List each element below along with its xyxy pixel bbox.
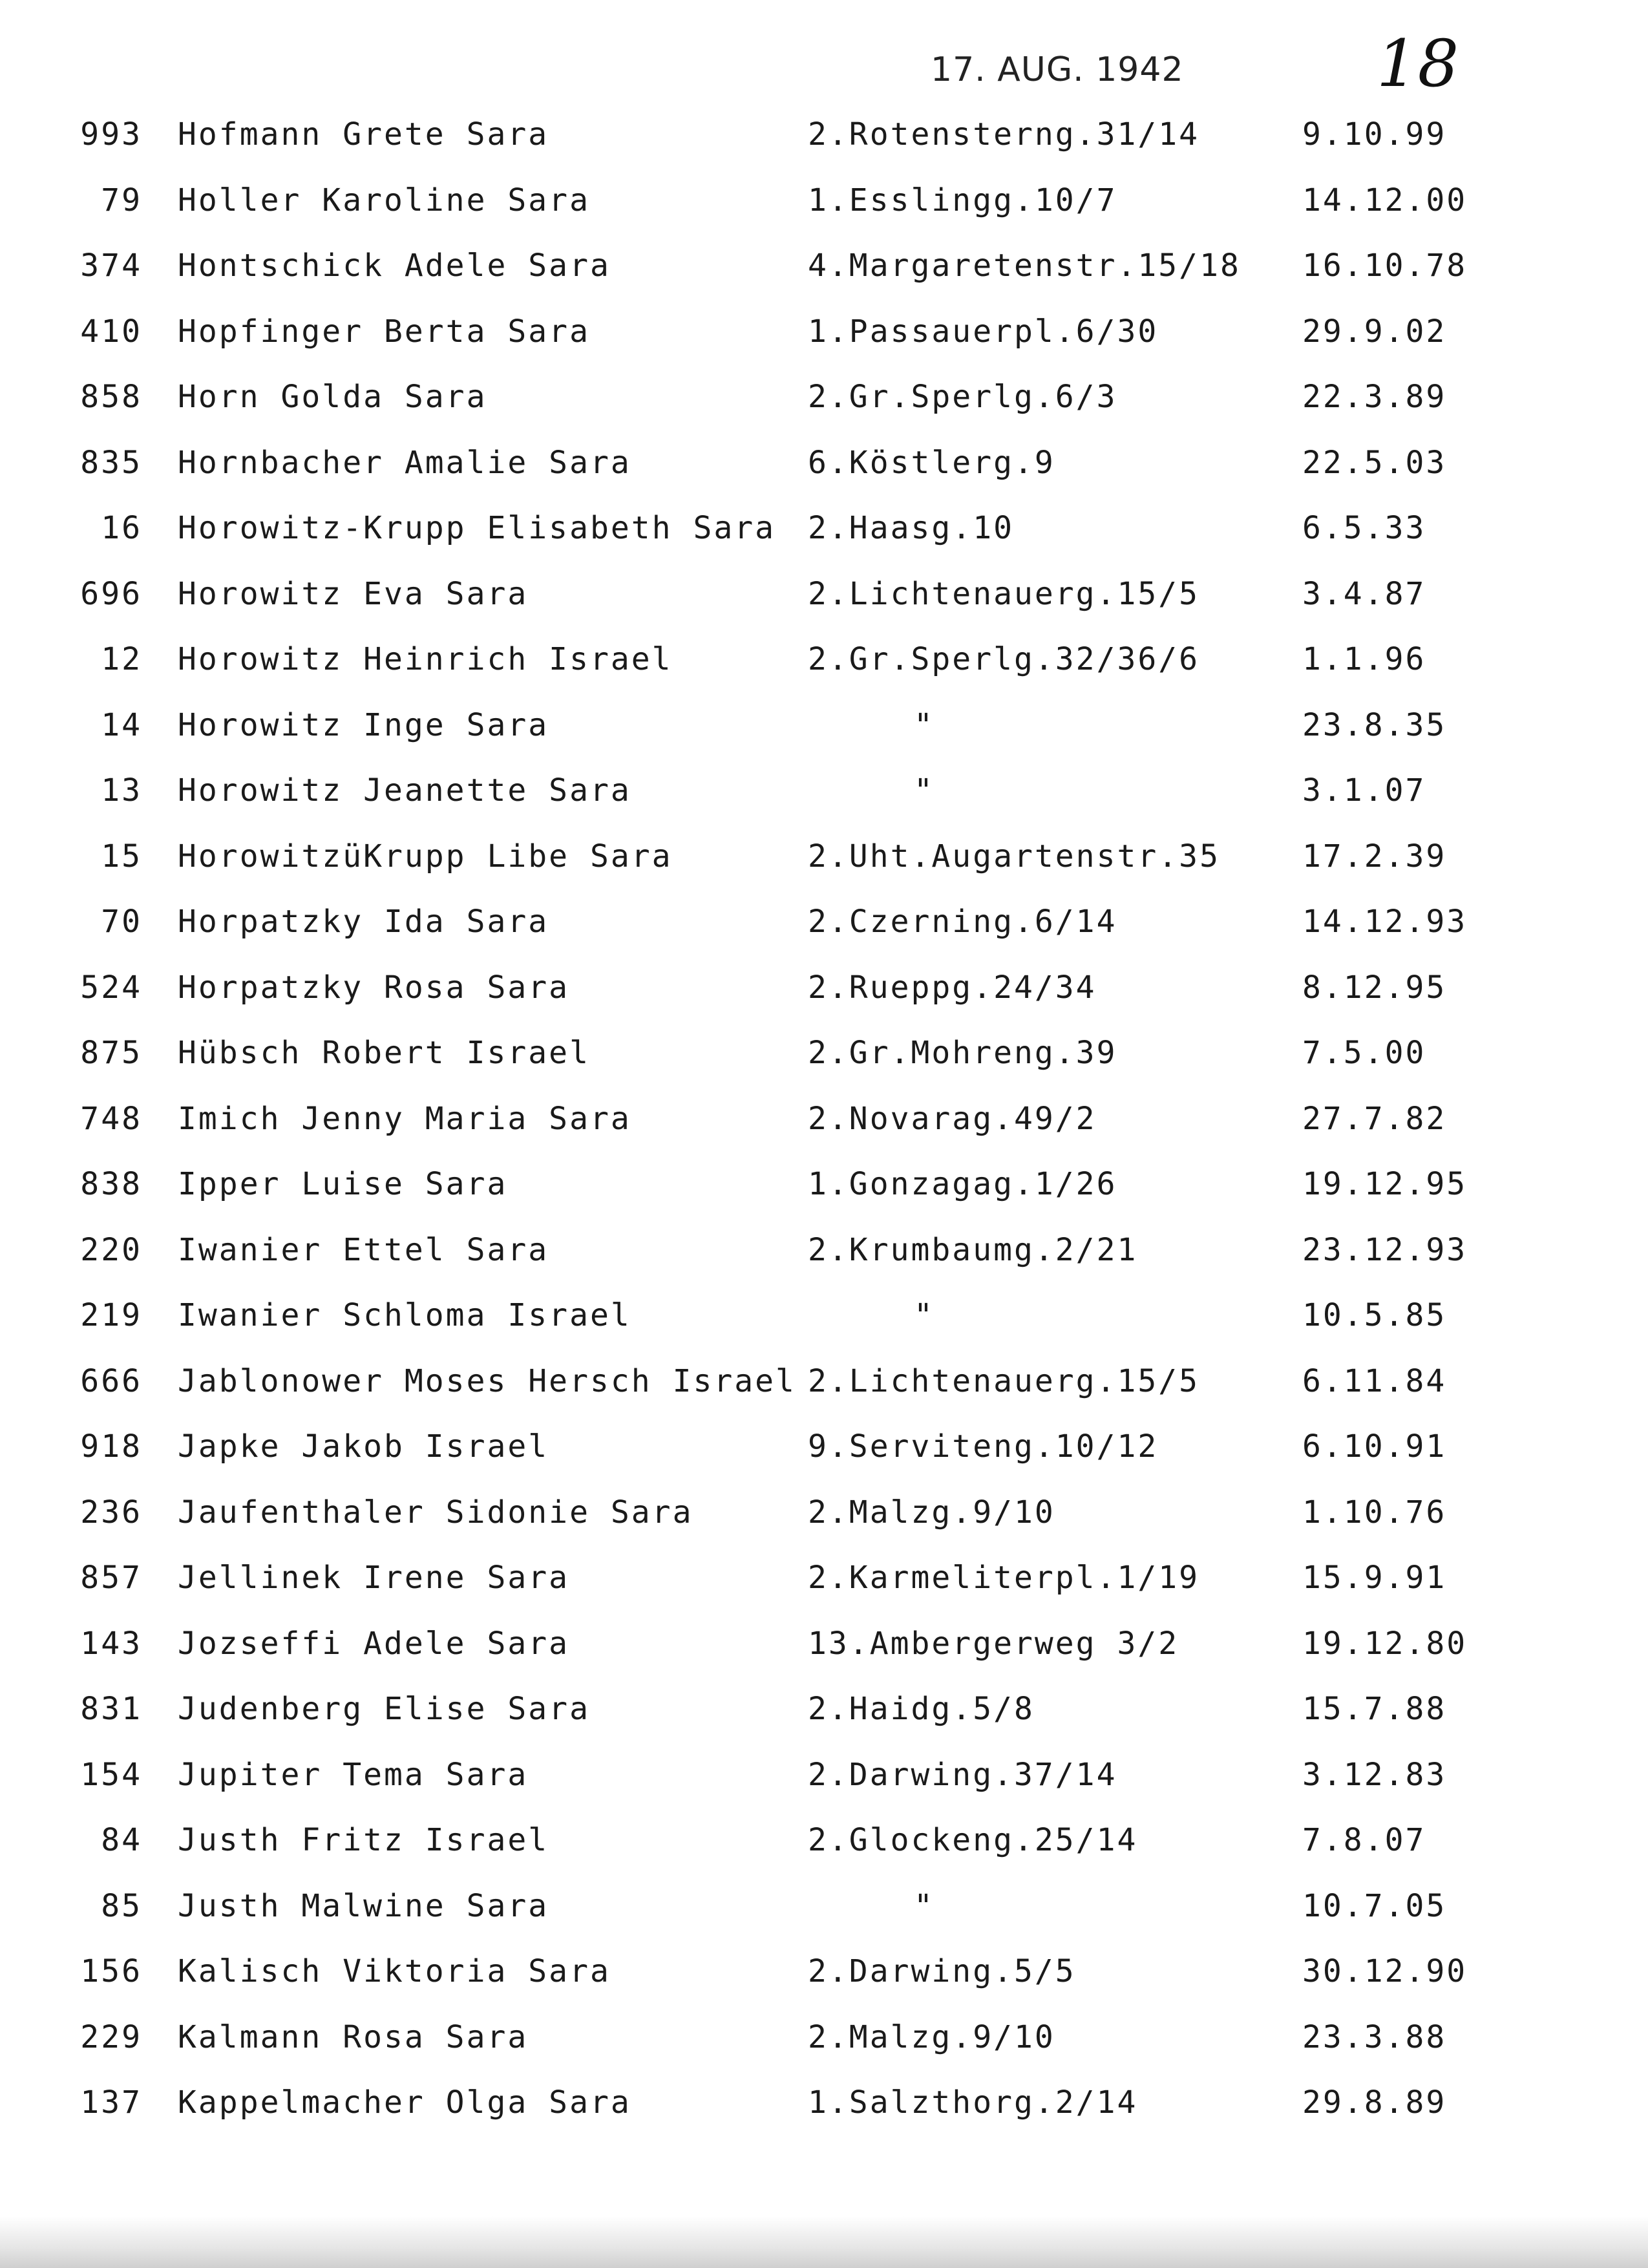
address: 2.Krumbaumg.2/21: [808, 1231, 1138, 1268]
address: 2.Darwing.5/5: [808, 1953, 1076, 1989]
entry-number: 15: [101, 838, 142, 874]
list-item: [0, 1232, 1648, 1298]
entry-number: 236: [80, 1494, 142, 1531]
person-name: Iwanier Ettel Sara: [178, 1231, 549, 1268]
list-item: [0, 904, 1648, 970]
list-item: [0, 1822, 1648, 1888]
person-name: Horowitz Jeanette Sara: [178, 772, 631, 809]
person-name: Kappelmacher Olga Sara: [178, 2084, 631, 2121]
person-name: HorowitzüKrupp Libe Sara: [178, 838, 673, 874]
person-name: Kalisch Viktoria Sara: [178, 1953, 611, 1989]
address: 1.Gonzagag.1/26: [808, 1166, 1117, 1202]
address: 2.Rueppg.24/34: [808, 969, 1097, 1006]
birth-date: 6.10.91: [1302, 1428, 1447, 1465]
list-item: [0, 379, 1648, 445]
birth-date: 3.4.87: [1302, 575, 1426, 612]
address: 2.Gr.Mohreng.39: [808, 1035, 1117, 1071]
entry-number: 137: [80, 2084, 142, 2121]
address: ": [914, 772, 935, 809]
birth-date: 10.5.85: [1302, 1297, 1447, 1333]
entry-number: 156: [80, 1953, 142, 1989]
address: 2.Novarag.49/2: [808, 1100, 1097, 1137]
address: 2.Malzg.9/10: [808, 2019, 1055, 2055]
entry-number: 875: [80, 1035, 142, 1071]
person-name: Japke Jakob Israel: [178, 1428, 549, 1465]
address: 13.Ambergerweg 3/2: [808, 1625, 1179, 1662]
list-item: [0, 1494, 1648, 1560]
entry-number: 374: [80, 248, 142, 284]
entry-number: 748: [80, 1100, 142, 1137]
list-item: [0, 1428, 1648, 1494]
entry-number: 79: [101, 182, 142, 218]
birth-date: 30.12.90: [1302, 1953, 1468, 1989]
birth-date: 7.5.00: [1302, 1035, 1426, 1071]
entry-number: 831: [80, 1691, 142, 1727]
birth-date: 1.1.96: [1302, 641, 1426, 677]
person-name: Horowitz Heinrich Israel: [178, 641, 673, 677]
birth-date: 1.10.76: [1302, 1494, 1447, 1531]
person-name: Horn Golda Sara: [178, 379, 487, 415]
list-item: [0, 970, 1648, 1035]
birth-date: 15.7.88: [1302, 1691, 1447, 1727]
entry-number: 143: [80, 1625, 142, 1662]
person-name: Jupiter Tema Sara: [178, 1756, 529, 1793]
list-item: [0, 445, 1648, 511]
entry-number: 70: [101, 904, 142, 940]
address: 2.Haidg.5/8: [808, 1691, 1035, 1727]
birth-date: 22.5.03: [1302, 444, 1447, 481]
list-item: [0, 1953, 1648, 2019]
birth-date: 10.7.05: [1302, 1887, 1447, 1924]
address: 2.Darwing.37/14: [808, 1756, 1117, 1793]
birth-date: 16.10.78: [1302, 248, 1468, 284]
birth-date: 6.11.84: [1302, 1362, 1447, 1399]
birth-date: 29.8.89: [1302, 2084, 1447, 2121]
list-item: [0, 182, 1648, 248]
address: 1.Salzthorg.2/14: [808, 2084, 1138, 2121]
person-name: Justh Malwine Sara: [178, 1887, 549, 1924]
birth-date: 14.12.93: [1302, 904, 1468, 940]
address: 2.Rotensterng.31/14: [808, 116, 1200, 153]
address: 2.Czerning.6/14: [808, 904, 1117, 940]
address: ": [914, 1887, 935, 1924]
entry-number: 858: [80, 379, 142, 415]
address: 2.Malzg.9/10: [808, 1494, 1055, 1531]
birth-date: 3.12.83: [1302, 1756, 1447, 1793]
list-item: [0, 1757, 1648, 1823]
list-item: [0, 1035, 1648, 1101]
list-item: [0, 116, 1648, 182]
address: 4.Margaretenstr.15/18: [808, 248, 1241, 284]
list-item: [0, 2019, 1648, 2085]
entry-number: 993: [80, 116, 142, 153]
person-name: Ipper Luise Sara: [178, 1166, 508, 1202]
list-item: [0, 1626, 1648, 1691]
address: 1.Passauerpl.6/30: [808, 313, 1159, 350]
list-item: [0, 1297, 1648, 1363]
address: 2.Lichtenauerg.15/5: [808, 1362, 1200, 1399]
address: ": [914, 706, 935, 743]
entry-number: 84: [101, 1822, 142, 1858]
birth-date: 23.3.88: [1302, 2019, 1447, 2055]
person-name: Jozseffi Adele Sara: [178, 1625, 570, 1662]
address: 2.Glockeng.25/14: [808, 1822, 1138, 1858]
birth-date: 19.12.80: [1302, 1625, 1468, 1662]
address: 9.Serviteng.10/12: [808, 1428, 1159, 1465]
person-name: Horpatzky Ida Sara: [178, 904, 549, 940]
entry-number: 918: [80, 1428, 142, 1465]
address: 2.Lichtenauerg.15/5: [808, 575, 1200, 612]
entry-number: 219: [80, 1297, 142, 1333]
list-item: [0, 707, 1648, 773]
person-name: Imich Jenny Maria Sara: [178, 1100, 631, 1137]
person-name: Kalmann Rosa Sara: [178, 2019, 529, 2055]
person-name: Justh Fritz Israel: [178, 1822, 549, 1858]
person-name: Hofmann Grete Sara: [178, 116, 549, 153]
person-name: Hopfinger Berta Sara: [178, 313, 590, 350]
person-name: Hornbacher Amalie Sara: [178, 444, 631, 481]
list-item: [0, 641, 1648, 707]
address: 2.Gr.Sperlg.6/3: [808, 379, 1117, 415]
person-name: Horowitz-Krupp Elisabeth Sara: [178, 510, 776, 546]
entry-number: 857: [80, 1560, 142, 1596]
address: 2.Karmeliterpl.1/19: [808, 1560, 1200, 1596]
list-item: [0, 510, 1648, 576]
birth-date: 22.3.89: [1302, 379, 1447, 415]
entry-number: 16: [101, 510, 142, 546]
birth-date: 8.12.95: [1302, 969, 1447, 1006]
list-item: [0, 1691, 1648, 1757]
person-name: Hontschick Adele Sara: [178, 248, 611, 284]
birth-date: 6.5.33: [1302, 510, 1426, 546]
list-item: [0, 838, 1648, 904]
entry-number: 410: [80, 313, 142, 350]
entry-number: 85: [101, 1887, 142, 1924]
address: 2.Gr.Sperlg.32/36/6: [808, 641, 1200, 677]
scan-bottom-edge: [0, 2216, 1648, 2268]
birth-date: 27.7.82: [1302, 1100, 1447, 1137]
entry-number: 220: [80, 1231, 142, 1268]
entry-number: 12: [101, 641, 142, 677]
entry-number: 229: [80, 2019, 142, 2055]
entry-number: 524: [80, 969, 142, 1006]
list-item: [0, 313, 1648, 379]
person-name: Jaufenthaler Sidonie Sara: [178, 1494, 693, 1531]
birth-date: 7.8.07: [1302, 1822, 1426, 1858]
address: 6.Köstlerg.9: [808, 444, 1055, 481]
entry-number: 835: [80, 444, 142, 481]
person-name: Jellinek Irene Sara: [178, 1560, 570, 1596]
list-item: [0, 1363, 1648, 1429]
person-name: Horowitz Inge Sara: [178, 706, 549, 743]
address: 1.Esslingg.10/7: [808, 182, 1117, 218]
person-name: Judenberg Elise Sara: [178, 1691, 590, 1727]
person-name: Jablonower Moses Hersch Israel: [178, 1362, 796, 1399]
entry-number: 666: [80, 1362, 142, 1399]
birth-date: 3.1.07: [1302, 772, 1426, 809]
address: ": [914, 1297, 935, 1333]
birth-date: 17.2.39: [1302, 838, 1447, 874]
date-stamp: 17. AUG. 1942: [931, 50, 1184, 89]
person-name: Horowitz Eva Sara: [178, 575, 529, 612]
list-item: [0, 576, 1648, 642]
entry-number: 838: [80, 1166, 142, 1202]
entry-number: 696: [80, 575, 142, 612]
entry-number: 13: [101, 772, 142, 809]
list-item: [0, 2084, 1648, 2150]
entry-list: [0, 116, 1648, 2150]
entry-number: 14: [101, 706, 142, 743]
person-name: Iwanier Schloma Israel: [178, 1297, 631, 1333]
birth-date: 19.12.95: [1302, 1166, 1468, 1202]
birth-date: 23.12.93: [1302, 1231, 1468, 1268]
list-item: [0, 1101, 1648, 1167]
list-item: [0, 1166, 1648, 1232]
birth-date: 15.9.91: [1302, 1560, 1447, 1596]
address: 2.Uht.Augartenstr.35: [808, 838, 1220, 874]
address: 2.Haasg.10: [808, 510, 1014, 546]
list-item: [0, 772, 1648, 838]
person-name: Hübsch Robert Israel: [178, 1035, 590, 1071]
birth-date: 9.10.99: [1302, 116, 1447, 153]
birth-date: 29.9.02: [1302, 313, 1447, 350]
birth-date: 14.12.00: [1302, 182, 1468, 218]
entry-number: 154: [80, 1756, 142, 1793]
list-item: [0, 1560, 1648, 1626]
birth-date: 23.8.35: [1302, 706, 1447, 743]
person-name: Horpatzky Rosa Sara: [178, 969, 570, 1006]
list-item: [0, 248, 1648, 313]
person-name: Holler Karoline Sara: [178, 182, 590, 218]
list-item: [0, 1888, 1648, 1954]
page-number: 18: [1377, 26, 1459, 101]
